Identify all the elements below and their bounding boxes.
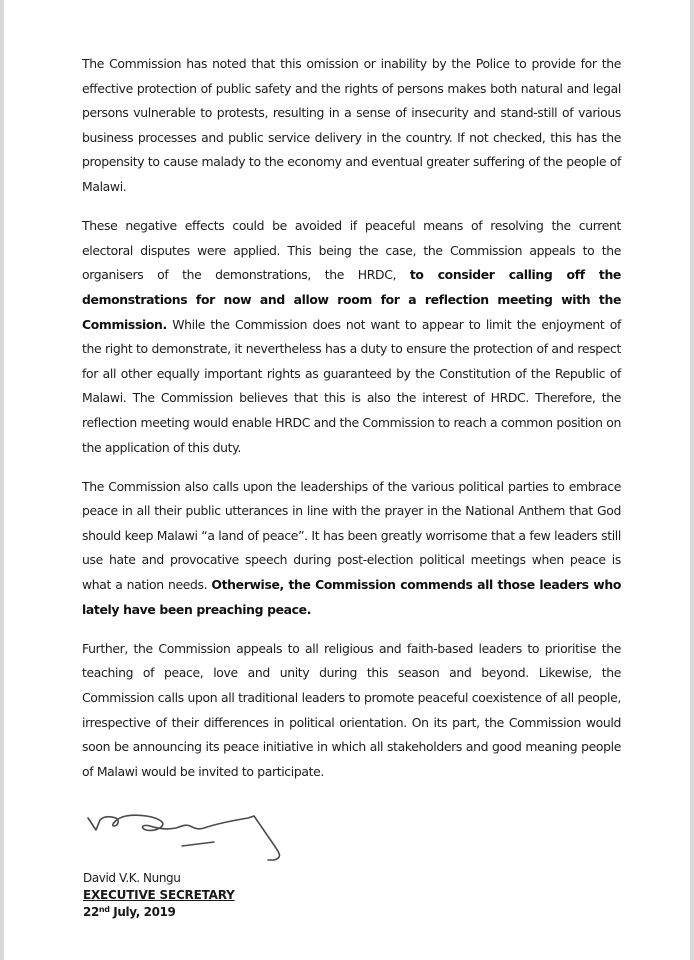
document-date — [83, 904, 235, 921]
paragraph-religious-leaders — [82, 637, 621, 785]
paragraph-text: The Commission has noted that this omission or inability by the Police to provide for the effective protection of public safety and the rights of persons makes both natural and legal persons vulnerable to protests, resulting in a sense of insecurity and stand-still of various business processes and public service delivery in the country. If not checked, this has the propensity to cause malady to the economy and eventual greater suffering of the people of Malawi. — [82, 56, 621, 194]
paragraph-text: These negative effects could be avoided if peaceful means of resolving the current electoral disputes were applied. This being the case, the Commission appeals to the organisers of the demonstrations, the HRDC, — [82, 218, 621, 283]
signatory-block — [83, 870, 235, 921]
paragraph-text: While the Commission does not want to appear to limit the enjoyment of the right to demonstrate, it nevertheless has a duty to ensure the protection of and respect for all other equally important rights as guaranteed by the Constitution of the Republic of Malawi. The Commission believes that this is also the interest of HRDC. Therefore, the reflection meeting would enable HRDC and the Commission to reach a common position on the application of this duty. — [82, 316, 621, 455]
paragraph-emphasis: to consider calling off the demonstrations for now and allow room for a reflection meeting with the Commission. — [82, 267, 621, 332]
document-page — [4, 0, 690, 960]
paragraph-text: The Commission also calls upon the leaderships of the various political parties to embrace peace in all their public utterances in line with the prayer in the National Anthem that God should keep Malawi “a land of peace”. It has been greatly worrisome that a few leaders still use hate and provocative speech during post-election political meetings when peace is what a nation needs. — [82, 478, 621, 593]
paragraph-political-leaders — [82, 475, 621, 623]
paragraph-emphasis: Otherwise, the Commission commends all those leaders who lately have been preaching peace. — [82, 577, 621, 617]
date-day: 22 — [83, 905, 99, 919]
signatory-name: David V.K. Nungu — [83, 871, 181, 885]
paragraph-police-omission — [82, 52, 621, 200]
document-body — [82, 52, 621, 799]
paragraph-call-off-demonstrations — [82, 214, 621, 460]
paragraph-text: Further, the Commission appeals to all religious and faith-based leaders to prioritise the teaching of peace, love and unity during this season and beyond. Likewise, the Commission calls upon all traditional leaders to promote peaceful coexistence of all people, irrespective of their differences in political orientation. On its part, the Commission would soon be announcing its peace initiative in which all stakeholders and good meaning people of Malawi would be invited to participate. — [82, 640, 621, 779]
signatory-title: EXECUTIVE SECRETARY — [83, 888, 235, 902]
date-month-year: July, 2019 — [109, 905, 176, 919]
handwritten-signature-icon — [86, 808, 306, 868]
date-suffix: nd — [98, 905, 110, 914]
